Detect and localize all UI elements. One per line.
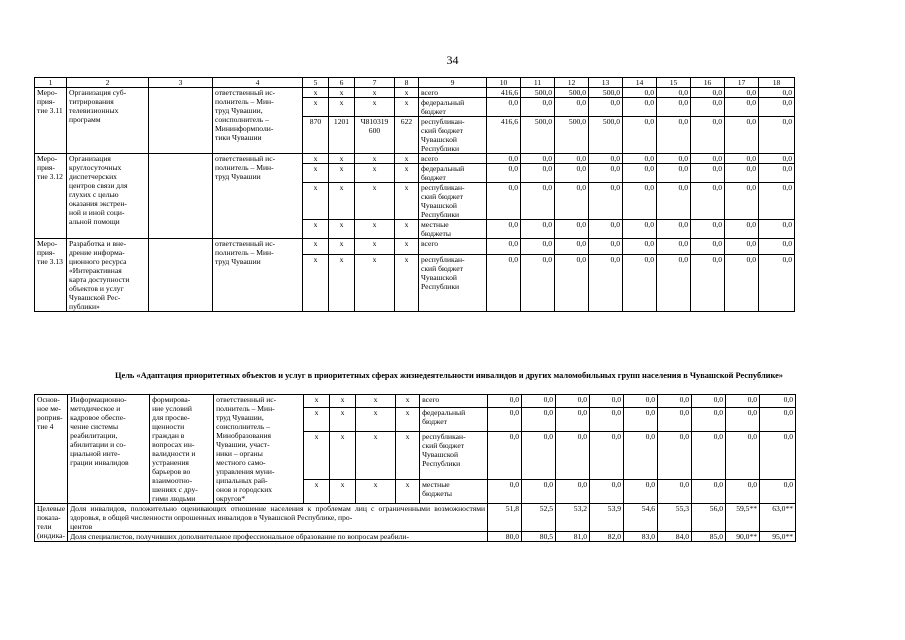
- funding-value: 0,0: [556, 479, 590, 503]
- target-value: 63,0**: [760, 504, 796, 532]
- budget-code: x: [355, 254, 395, 311]
- budget-code: x: [303, 239, 329, 255]
- column-number: 4: [213, 78, 303, 88]
- funding-value: 0,0: [589, 254, 623, 311]
- funding-value: 0,0: [759, 183, 795, 220]
- funding-source: республикан- ский бюджет Чувашской Республики: [419, 254, 487, 311]
- column-number: 9: [419, 78, 487, 88]
- measure-label: Меро- прия- тие 3.11: [35, 88, 67, 154]
- funding-value: 0,0: [487, 98, 521, 117]
- funding-value: 0,0: [590, 479, 624, 503]
- funding-source: республикан- ский бюджет Чувашской Республики: [419, 183, 487, 220]
- funding-value: 0,0: [522, 407, 556, 431]
- budget-code: x: [395, 154, 419, 164]
- funding-value: 0,0: [692, 479, 726, 503]
- funding-value: 0,0: [759, 117, 795, 154]
- funding-value: 0,0: [623, 220, 657, 239]
- budget-code: x: [329, 183, 355, 220]
- budget-code: x: [329, 164, 355, 183]
- budget-code: 1201: [329, 117, 355, 154]
- target-row: [35, 532, 796, 542]
- target-value: 84,0: [658, 532, 692, 542]
- funding-value: 0,0: [657, 164, 691, 183]
- funding-value: 416,6: [487, 117, 521, 154]
- budget-code: x: [303, 88, 329, 98]
- funding-value: 0,0: [658, 407, 692, 431]
- funding-value: 0,0: [623, 164, 657, 183]
- funding-value: 0,0: [725, 88, 759, 98]
- funding-source: федеральный бюджет: [419, 164, 487, 183]
- funding-value: 0,0: [759, 164, 795, 183]
- column-number: 8: [395, 78, 419, 88]
- budget-code: x: [330, 432, 356, 479]
- funding-value: 0,0: [590, 432, 624, 479]
- column-number: 3: [149, 78, 213, 88]
- funding-value: 0,0: [624, 432, 658, 479]
- funding-value: 0,0: [657, 117, 691, 154]
- budget-code: x: [356, 479, 396, 503]
- target-value: 53,2: [556, 504, 590, 532]
- budget-code: x: [356, 432, 396, 479]
- funding-value: 0,0: [556, 432, 590, 479]
- budget-code: x: [303, 164, 329, 183]
- funding-value: 500,0: [555, 117, 589, 154]
- funding-value: 0,0: [691, 117, 725, 154]
- budget-code: x: [395, 220, 419, 239]
- funding-value: 0,0: [657, 183, 691, 220]
- measure-executor: ответственный ис- полнитель – Мин- труд Чувашии: [213, 154, 303, 239]
- funding-value: 0,0: [555, 154, 589, 164]
- budget-code: x: [355, 183, 395, 220]
- funding-source: всего: [419, 88, 487, 98]
- budget-code: x: [303, 98, 329, 117]
- funding-value: 0,0: [691, 88, 725, 98]
- funding-value: 0,0: [487, 183, 521, 220]
- measure-name: Разработка и вне- дрение информа- ционного ресурса «Интерактивная карта доступности объектов и услуг Чувашской Рес- публики»: [67, 239, 149, 312]
- funding-value: 0,0: [522, 479, 556, 503]
- column-number: 17: [725, 78, 759, 88]
- funding-value: 416,6: [487, 88, 521, 98]
- budget-code: x: [395, 254, 419, 311]
- budget-code: x: [396, 479, 420, 503]
- column-number: 10: [487, 78, 521, 88]
- funding-value: 0,0: [725, 239, 759, 255]
- funding-value: 0,0: [487, 254, 521, 311]
- funding-value: 0,0: [589, 154, 623, 164]
- target-value: 90,0**: [726, 532, 760, 542]
- funding-value: 0,0: [658, 479, 692, 503]
- funding-value: 0,0: [691, 183, 725, 220]
- budget-code: x: [330, 479, 356, 503]
- column-number-row: [35, 78, 795, 88]
- funding-value: 0,0: [726, 407, 760, 431]
- funding-source: всего: [420, 395, 488, 408]
- budget-code: 622: [395, 117, 419, 154]
- program-table-lower: [34, 394, 796, 542]
- funding-value: 500,0: [589, 88, 623, 98]
- budget-code: x: [303, 254, 329, 311]
- funding-value: 0,0: [657, 220, 691, 239]
- funding-value: 0,0: [555, 164, 589, 183]
- page-number: 34: [446, 53, 459, 67]
- budget-code: x: [355, 220, 395, 239]
- funding-value: 0,0: [521, 254, 555, 311]
- measure-result: [149, 239, 213, 312]
- budget-code: x: [304, 479, 330, 503]
- budget-code: Ч810319 600: [355, 117, 395, 154]
- measure-label: Меро- прия- тие 3.13: [35, 239, 67, 312]
- column-number: 6: [329, 78, 355, 88]
- target-row: [35, 504, 796, 532]
- budget-code: x: [330, 395, 356, 408]
- target-value: 83,0: [624, 532, 658, 542]
- table-row: [35, 395, 796, 408]
- funding-value: 0,0: [725, 117, 759, 154]
- funding-value: 500,0: [555, 88, 589, 98]
- funding-value: 0,0: [589, 220, 623, 239]
- budget-code: x: [395, 98, 419, 117]
- budget-code: x: [304, 395, 330, 408]
- budget-code: x: [329, 220, 355, 239]
- funding-value: 0,0: [691, 164, 725, 183]
- budget-code: x: [396, 407, 420, 431]
- column-number: 1: [35, 78, 67, 88]
- funding-source: республикан- ский бюджет Чувашской Республики: [420, 432, 488, 479]
- funding-value: 0,0: [623, 117, 657, 154]
- funding-value: 0,0: [759, 254, 795, 311]
- funding-value: 0,0: [488, 407, 522, 431]
- budget-code: 870: [303, 117, 329, 154]
- budget-code: x: [303, 220, 329, 239]
- funding-value: 0,0: [488, 432, 522, 479]
- budget-code: x: [355, 164, 395, 183]
- budget-code: x: [355, 239, 395, 255]
- target-value: 56,0: [692, 504, 726, 532]
- funding-value: 0,0: [521, 220, 555, 239]
- budget-code: x: [395, 239, 419, 255]
- target-value: 81,0: [556, 532, 590, 542]
- funding-source: всего: [419, 239, 487, 255]
- funding-value: 0,0: [760, 479, 796, 503]
- column-number: 12: [555, 78, 589, 88]
- measure-result: [149, 154, 213, 239]
- funding-value: 0,0: [555, 254, 589, 311]
- budget-code: x: [304, 432, 330, 479]
- table-row: [35, 154, 795, 164]
- target-value: 80,0: [488, 532, 522, 542]
- column-number: 2: [67, 78, 149, 88]
- funding-value: 0,0: [555, 220, 589, 239]
- column-number: 11: [521, 78, 555, 88]
- funding-value: 0,0: [555, 183, 589, 220]
- funding-value: 0,0: [760, 432, 796, 479]
- funding-value: 0,0: [658, 395, 692, 408]
- funding-value: 0,0: [726, 432, 760, 479]
- funding-value: 0,0: [759, 88, 795, 98]
- measure-executor: ответственный ис- полнитель – Мин- труд Чувашии, соисполнитель – Мининформполи- тики Чувашии: [213, 88, 303, 154]
- budget-code: x: [356, 407, 396, 431]
- funding-value: 0,0: [623, 154, 657, 164]
- target-value: 95,0**: [760, 532, 796, 542]
- funding-value: 500,0: [521, 117, 555, 154]
- column-number: 7: [355, 78, 395, 88]
- target-indicator: Доля специалистов, получивших дополнительное профессиональное образование по вопросам реабили-: [68, 532, 488, 542]
- table-row: [35, 88, 795, 98]
- funding-value: 0,0: [487, 239, 521, 255]
- budget-code: x: [355, 154, 395, 164]
- funding-value: 0,0: [623, 239, 657, 255]
- target-value: 55,3: [658, 504, 692, 532]
- funding-value: 0,0: [692, 407, 726, 431]
- funding-value: 0,0: [691, 254, 725, 311]
- funding-value: 0,0: [759, 154, 795, 164]
- funding-value: 0,0: [522, 432, 556, 479]
- funding-source: местные бюджеты: [420, 479, 488, 503]
- funding-value: 0,0: [624, 479, 658, 503]
- goal-heading: Цель «Адаптация приоритетных объектов и услуг в приоритетных сферах жизнедеятельности инвалидов и других маломобильных групп населения в Чувашской Республике»: [114, 371, 783, 380]
- budget-code: x: [396, 432, 420, 479]
- funding-value: 0,0: [725, 154, 759, 164]
- funding-value: 0,0: [521, 183, 555, 220]
- column-number: 5: [303, 78, 329, 88]
- funding-value: 0,0: [725, 220, 759, 239]
- column-number: 13: [589, 78, 623, 88]
- column-number: 15: [657, 78, 691, 88]
- funding-value: 0,0: [555, 239, 589, 255]
- funding-value: 0,0: [759, 220, 795, 239]
- funding-value: 0,0: [657, 254, 691, 311]
- measure-name: Организация суб- титрирования телевизионных программ: [67, 88, 149, 154]
- target-value: 51,8: [488, 504, 522, 532]
- funding-value: 0,0: [589, 183, 623, 220]
- funding-value: 0,0: [488, 479, 522, 503]
- funding-value: 0,0: [623, 183, 657, 220]
- budget-code: x: [395, 183, 419, 220]
- target-value: 80,5: [522, 532, 556, 542]
- funding-value: 0,0: [590, 407, 624, 431]
- funding-value: 0,0: [589, 98, 623, 117]
- funding-value: 0,0: [521, 154, 555, 164]
- target-indicator: Доля инвалидов, положительно оценивающих отношение населения к проблемам лиц с ограниченными возможностями здоровья, в общей численности опрошенных инвалидов в Чувашской Республике, про- центов: [68, 504, 488, 532]
- funding-value: 0,0: [522, 395, 556, 408]
- funding-value: 0,0: [623, 254, 657, 311]
- budget-code: x: [329, 239, 355, 255]
- funding-value: 0,0: [521, 239, 555, 255]
- funding-source: федеральный бюджет: [419, 98, 487, 117]
- budget-code: x: [395, 88, 419, 98]
- funding-value: 0,0: [590, 395, 624, 408]
- funding-value: 0,0: [691, 98, 725, 117]
- funding-source: федеральный бюджет: [420, 407, 488, 431]
- target-value: 82,0: [590, 532, 624, 542]
- funding-value: 0,0: [657, 239, 691, 255]
- measure-result: формирова- ние условий для просве- щенности граждан в вопросах ин- валидности и устранения барьеров во взаимоотно- шениях с дру- гими людьми: [150, 395, 214, 504]
- measure-name: Информационно- методическое и кадровое обеспе- чение системы реабилитации, абилитации и со- циальной инте- грации инвалидов: [68, 395, 150, 504]
- measure-executor: ответственный ис- полнитель – Мин- труд Чувашии: [213, 239, 303, 312]
- budget-code: x: [355, 98, 395, 117]
- funding-value: 0,0: [488, 395, 522, 408]
- budget-code: x: [395, 164, 419, 183]
- funding-value: 0,0: [624, 395, 658, 408]
- column-number: 18: [759, 78, 795, 88]
- budget-code: x: [396, 395, 420, 408]
- funding-value: 0,0: [725, 183, 759, 220]
- funding-value: 0,0: [556, 407, 590, 431]
- budget-code: x: [355, 88, 395, 98]
- funding-value: 0,0: [521, 98, 555, 117]
- funding-source: всего: [419, 154, 487, 164]
- funding-value: 0,0: [760, 407, 796, 431]
- funding-value: 0,0: [555, 98, 589, 117]
- funding-value: 0,0: [726, 479, 760, 503]
- funding-value: 0,0: [487, 164, 521, 183]
- funding-value: 0,0: [692, 432, 726, 479]
- funding-value: 500,0: [521, 88, 555, 98]
- funding-value: 0,0: [589, 239, 623, 255]
- funding-value: 0,0: [521, 164, 555, 183]
- budget-code: x: [329, 88, 355, 98]
- target-value: 59,5**: [726, 504, 760, 532]
- column-number: 16: [691, 78, 725, 88]
- funding-value: 0,0: [725, 164, 759, 183]
- funding-value: 0,0: [556, 395, 590, 408]
- measure-label: Меро- прия- тие 3.12: [35, 154, 67, 239]
- funding-value: 0,0: [657, 154, 691, 164]
- funding-value: 0,0: [623, 98, 657, 117]
- budget-code: x: [304, 407, 330, 431]
- funding-value: 0,0: [759, 98, 795, 117]
- funding-value: 0,0: [725, 98, 759, 117]
- measure-label: Основ- ное ме- роприя- тие 4: [35, 395, 68, 504]
- budget-code: x: [329, 154, 355, 164]
- funding-value: 0,0: [725, 254, 759, 311]
- column-number: 14: [623, 78, 657, 88]
- funding-value: 0,0: [759, 239, 795, 255]
- funding-value: 0,0: [657, 88, 691, 98]
- funding-value: 0,0: [487, 154, 521, 164]
- target-value: 52,5: [522, 504, 556, 532]
- funding-value: 500,0: [589, 117, 623, 154]
- funding-value: 0,0: [692, 395, 726, 408]
- funding-source: местные бюджеты: [419, 220, 487, 239]
- funding-value: 0,0: [691, 220, 725, 239]
- target-value: 53,9: [590, 504, 624, 532]
- funding-source: республикан- ский бюджет Чувашской Республики: [419, 117, 487, 154]
- measure-executor: ответственный ис- полнитель – Мин- труд Чувашии, соисполнитель – Минобразования Чувашии, участ- ники – органы местного само- управления муни- ципальных рай- онов и городских округов*: [214, 395, 304, 504]
- funding-value: 0,0: [657, 98, 691, 117]
- target-value: 54,6: [624, 504, 658, 532]
- funding-value: 0,0: [658, 432, 692, 479]
- funding-value: 0,0: [726, 395, 760, 408]
- program-table-upper: [34, 77, 795, 312]
- funding-value: 0,0: [691, 154, 725, 164]
- budget-code: x: [329, 98, 355, 117]
- measure-name: Организация круглосуточных диспетчерских центров связи для глухих с целью оказания экстрен- ной и иной соци- альной помощи: [67, 154, 149, 239]
- budget-code: x: [329, 254, 355, 311]
- funding-value: 0,0: [487, 220, 521, 239]
- budget-code: x: [303, 154, 329, 164]
- budget-code: x: [356, 395, 396, 408]
- target-value: 85,0: [692, 532, 726, 542]
- budget-code: x: [303, 183, 329, 220]
- measure-result: [149, 88, 213, 154]
- funding-value: 0,0: [691, 239, 725, 255]
- funding-value: 0,0: [623, 88, 657, 98]
- funding-value: 0,0: [624, 407, 658, 431]
- table-row: [35, 239, 795, 255]
- targets-label: Целевые показа- тели (индика-: [35, 504, 68, 542]
- funding-value: 0,0: [760, 395, 796, 408]
- funding-value: 0,0: [589, 164, 623, 183]
- budget-code: x: [330, 407, 356, 431]
